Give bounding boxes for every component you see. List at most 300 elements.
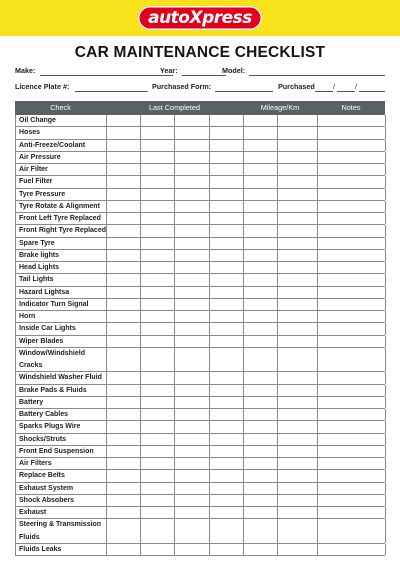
check-item-label: Shock Absobers [19, 496, 74, 504]
entry-cell[interactable] [244, 446, 278, 457]
entry-cell[interactable] [210, 238, 244, 249]
entry-cell[interactable] [244, 336, 278, 347]
entry-cell[interactable] [244, 287, 278, 298]
entry-cell[interactable] [244, 238, 278, 249]
entry-cell[interactable] [278, 544, 318, 555]
entry-cell[interactable] [141, 544, 175, 555]
entry-cell[interactable] [107, 140, 141, 151]
entry-cell[interactable] [210, 348, 244, 372]
entry-cell[interactable] [141, 446, 175, 457]
entry-cell[interactable] [141, 336, 175, 347]
entry-cell[interactable] [318, 225, 386, 236]
entry-cell[interactable] [210, 544, 244, 555]
entry-cell[interactable] [141, 495, 175, 506]
entry-cell[interactable] [244, 127, 278, 138]
entry-cell[interactable] [141, 152, 175, 163]
entry-cell[interactable] [175, 385, 210, 396]
entry-cell[interactable] [210, 225, 244, 236]
entry-cell[interactable] [141, 458, 175, 469]
entry-cell[interactable] [107, 127, 141, 138]
entry-cell[interactable] [244, 274, 278, 285]
entry-cell[interactable] [278, 446, 318, 457]
entry-cell[interactable] [244, 140, 278, 151]
entry-cell[interactable] [278, 287, 318, 298]
entry-cell[interactable] [175, 127, 210, 138]
entry-cell[interactable] [175, 274, 210, 285]
entry-cell[interactable] [107, 495, 141, 506]
entry-cell[interactable] [175, 311, 210, 322]
check-item-label: Hoses [19, 129, 41, 137]
vehicle-info-row [15, 66, 387, 78]
entry-cell[interactable] [318, 483, 386, 494]
table-row [16, 274, 385, 286]
entry-cell[interactable] [141, 409, 175, 420]
entry-cell[interactable] [107, 458, 141, 469]
entry-cell[interactable] [318, 115, 386, 126]
entry-cell[interactable] [107, 421, 141, 432]
entry-cell[interactable] [107, 213, 141, 224]
entry-cell[interactable] [318, 189, 386, 200]
entry-cell[interactable] [278, 434, 318, 445]
entry-cell[interactable] [107, 225, 141, 236]
entry-cell[interactable] [175, 544, 210, 555]
table-row [16, 311, 385, 323]
entry-cell[interactable] [318, 287, 386, 298]
entry-cell[interactable] [141, 470, 175, 481]
entry-cell[interactable] [318, 323, 386, 334]
entry-cell[interactable] [244, 152, 278, 163]
entry-cell[interactable] [278, 250, 318, 261]
entry-cell[interactable] [318, 213, 386, 224]
entry-cell[interactable] [175, 189, 210, 200]
entry-cell[interactable] [141, 323, 175, 334]
entry-cell[interactable] [318, 201, 386, 212]
table-row [16, 287, 385, 299]
entry-cell[interactable] [244, 164, 278, 175]
entry-cell[interactable] [175, 336, 210, 347]
entry-cell[interactable] [141, 274, 175, 285]
entry-cell[interactable] [141, 483, 175, 494]
year-field[interactable] [182, 75, 226, 76]
entry-cell[interactable] [141, 250, 175, 261]
column-header-last-completed: Last Completed [148, 103, 201, 112]
entry-cell[interactable] [278, 409, 318, 420]
entry-cell[interactable] [278, 483, 318, 494]
table-row [16, 140, 385, 152]
year-label: Year: [160, 66, 178, 75]
entry-cell[interactable] [244, 421, 278, 432]
entry-cell[interactable] [210, 152, 244, 163]
entry-cell[interactable] [318, 250, 386, 261]
entry-cell[interactable] [210, 164, 244, 175]
entry-cell[interactable] [175, 323, 210, 334]
entry-cell[interactable] [141, 434, 175, 445]
entry-cell[interactable] [278, 176, 318, 187]
entry-cell[interactable] [175, 446, 210, 457]
entry-cell[interactable] [141, 262, 175, 273]
entry-cell[interactable] [141, 299, 175, 310]
entry-cell[interactable] [210, 115, 244, 126]
entry-cell[interactable] [244, 323, 278, 334]
entry-cell[interactable] [175, 287, 210, 298]
entry-cell[interactable] [141, 519, 175, 543]
table-row [16, 397, 385, 409]
entry-cell[interactable] [107, 176, 141, 187]
entry-cell[interactable] [175, 164, 210, 175]
entry-cell[interactable] [318, 458, 386, 469]
entry-cell[interactable] [107, 507, 141, 518]
entry-cell[interactable] [318, 336, 386, 347]
entry-cell[interactable] [278, 164, 318, 175]
check-item-label: Battery [19, 398, 44, 406]
entry-cell[interactable] [210, 201, 244, 212]
entry-cell[interactable] [210, 483, 244, 494]
entry-cell[interactable] [210, 336, 244, 347]
entry-cell[interactable] [210, 372, 244, 383]
entry-cell[interactable] [278, 238, 318, 249]
entry-cell[interactable] [107, 201, 141, 212]
entry-cell[interactable] [278, 336, 318, 347]
entry-cell[interactable] [318, 519, 386, 543]
entry-cell[interactable] [278, 323, 318, 334]
model-field[interactable] [249, 75, 385, 76]
entry-cell[interactable] [210, 311, 244, 322]
entry-cell[interactable] [318, 409, 386, 420]
entry-cell[interactable] [141, 115, 175, 126]
entry-cell[interactable] [107, 274, 141, 285]
entry-cell[interactable] [244, 483, 278, 494]
entry-cell[interactable] [175, 397, 210, 408]
entry-cell[interactable] [244, 213, 278, 224]
entry-cell[interactable] [210, 434, 244, 445]
entry-cell[interactable] [175, 470, 210, 481]
entry-cell[interactable] [244, 262, 278, 273]
table-row [16, 470, 385, 482]
entry-cell[interactable] [210, 458, 244, 469]
entry-cell[interactable] [210, 213, 244, 224]
entry-cell[interactable] [244, 176, 278, 187]
entry-cell[interactable] [278, 115, 318, 126]
entry-cell[interactable] [210, 397, 244, 408]
column-header-mileage-km: Mileage/Km [260, 103, 300, 112]
page-title: CAR MAINTENANCE CHECKLIST [74, 44, 326, 61]
entry-cell[interactable] [107, 483, 141, 494]
entry-cell[interactable] [107, 446, 141, 457]
entry-cell[interactable] [141, 127, 175, 138]
table-row [16, 446, 385, 458]
check-item-label: Steering & Transmission [19, 521, 102, 529]
entry-cell[interactable] [244, 250, 278, 261]
entry-cell[interactable] [210, 323, 244, 334]
entry-cell[interactable] [278, 507, 318, 518]
check-item-label: Sparks Plugs Wire [19, 423, 81, 431]
check-item-label: Horn [19, 313, 36, 320]
entry-cell[interactable] [175, 238, 210, 249]
entry-cell[interactable] [175, 213, 210, 224]
entry-cell[interactable] [210, 519, 244, 543]
entry-cell[interactable] [318, 421, 386, 432]
entry-cell[interactable] [318, 127, 386, 138]
entry-cell[interactable] [244, 519, 278, 543]
entry-cell[interactable] [107, 385, 141, 396]
entry-cell[interactable] [244, 544, 278, 555]
entry-cell[interactable] [210, 262, 244, 273]
entry-cell[interactable] [141, 201, 175, 212]
check-item-label: Wiper Blades [19, 337, 64, 345]
purchased-form-field[interactable] [215, 91, 273, 92]
entry-cell[interactable] [244, 397, 278, 408]
entry-cell[interactable] [175, 140, 210, 151]
entry-cell[interactable] [175, 225, 210, 236]
table-row [16, 213, 385, 225]
entry-cell[interactable] [141, 372, 175, 383]
entry-cell[interactable] [141, 421, 175, 432]
entry-cell[interactable] [175, 421, 210, 432]
entry-cell[interactable] [107, 189, 141, 200]
entry-cell[interactable] [107, 299, 141, 310]
entry-cell[interactable] [107, 262, 141, 273]
autoxpress-logo [0, 0, 400, 36]
entry-cell[interactable] [210, 421, 244, 432]
table-row [16, 409, 385, 421]
purchased-year-field[interactable] [359, 91, 385, 92]
entry-cell[interactable] [278, 140, 318, 151]
entry-cell[interactable] [175, 201, 210, 212]
entry-cell[interactable] [107, 250, 141, 261]
entry-cell[interactable] [175, 250, 210, 261]
table-row [16, 127, 385, 139]
entry-cell[interactable] [107, 544, 141, 555]
entry-cell[interactable] [175, 348, 210, 372]
entry-cell[interactable] [141, 140, 175, 151]
entry-cell[interactable] [175, 372, 210, 383]
entry-cell[interactable] [318, 176, 386, 187]
entry-cell[interactable] [244, 115, 278, 126]
make-field[interactable] [40, 75, 173, 76]
entry-cell[interactable] [278, 213, 318, 224]
entry-cell[interactable] [210, 409, 244, 420]
entry-cell[interactable] [107, 287, 141, 298]
entry-cell[interactable] [210, 140, 244, 151]
entry-cell[interactable] [210, 176, 244, 187]
entry-cell[interactable] [278, 262, 318, 273]
entry-cell[interactable] [141, 311, 175, 322]
entry-cell[interactable] [141, 507, 175, 518]
entry-cell[interactable] [141, 176, 175, 187]
entry-cell[interactable] [175, 507, 210, 518]
entry-cell[interactable] [175, 458, 210, 469]
entry-cell[interactable] [210, 495, 244, 506]
entry-cell[interactable] [318, 299, 386, 310]
table-row [16, 250, 385, 262]
table-row [16, 495, 385, 507]
entry-cell[interactable] [244, 201, 278, 212]
entry-cell[interactable] [210, 385, 244, 396]
entry-cell[interactable] [175, 115, 210, 126]
entry-cell[interactable] [141, 238, 175, 249]
entry-cell[interactable] [107, 348, 141, 372]
check-item-label: Fluids Leaks [19, 545, 62, 553]
check-item-label: Spare Tyre [19, 239, 55, 247]
check-item-label: Battery Cables [19, 411, 69, 418]
entry-cell[interactable] [318, 372, 386, 383]
entry-cell[interactable] [318, 348, 386, 372]
check-item-label: Indicator Turn Signal [19, 300, 89, 308]
entry-cell[interactable] [210, 274, 244, 285]
entry-cell[interactable] [175, 519, 210, 543]
entry-cell[interactable] [244, 189, 278, 200]
entry-cell[interactable] [244, 495, 278, 506]
entry-cell[interactable] [318, 152, 386, 163]
entry-cell[interactable] [175, 409, 210, 420]
table-row [16, 262, 385, 274]
column-header-check: Check [50, 103, 71, 112]
purchased-label: Purchased [278, 82, 315, 91]
entry-cell[interactable] [107, 238, 141, 249]
entry-cell[interactable] [318, 274, 386, 285]
entry-cell[interactable] [107, 164, 141, 175]
check-item-label: Shocks/Struts [19, 435, 67, 443]
entry-cell[interactable] [318, 544, 386, 555]
entry-cell[interactable] [278, 495, 318, 506]
check-item-label: Air Filter [19, 166, 48, 173]
entry-cell[interactable] [141, 348, 175, 372]
check-item-label: Air Filters [19, 460, 52, 467]
entry-cell[interactable] [244, 409, 278, 420]
entry-cell[interactable] [278, 421, 318, 432]
entry-cell[interactable] [141, 225, 175, 236]
entry-cell[interactable] [278, 470, 318, 481]
entry-cell[interactable] [244, 507, 278, 518]
entry-cell[interactable] [107, 470, 141, 481]
entry-cell[interactable] [278, 201, 318, 212]
entry-cell[interactable] [175, 299, 210, 310]
entry-cell[interactable] [175, 152, 210, 163]
check-item-label: Tail Lights [19, 276, 54, 284]
entry-cell[interactable] [318, 262, 386, 273]
model-label: Model: [222, 66, 246, 75]
entry-cell[interactable] [107, 115, 141, 126]
licence-plate-field[interactable] [75, 91, 148, 92]
entry-cell[interactable] [210, 287, 244, 298]
entry-cell[interactable] [244, 372, 278, 383]
entry-cell[interactable] [278, 189, 318, 200]
entry-cell[interactable] [278, 519, 318, 543]
check-item-label: Replace Belts [19, 472, 65, 480]
entry-cell[interactable] [107, 519, 141, 543]
entry-cell[interactable] [210, 127, 244, 138]
table-row [16, 176, 385, 188]
entry-cell[interactable] [107, 311, 141, 322]
logo-wordmark: autoXpress [148, 7, 252, 28]
check-item-label: Tyre Pressure [19, 190, 66, 198]
entry-cell[interactable] [244, 299, 278, 310]
entry-cell[interactable] [107, 372, 141, 383]
entry-cell[interactable] [244, 434, 278, 445]
table-row [16, 152, 385, 164]
entry-cell[interactable] [175, 434, 210, 445]
entry-cell[interactable] [278, 152, 318, 163]
entry-cell[interactable] [278, 299, 318, 310]
entry-cell[interactable] [318, 507, 386, 518]
entry-cell[interactable] [141, 287, 175, 298]
entry-cell[interactable] [278, 274, 318, 285]
entry-cell[interactable] [278, 458, 318, 469]
entry-cell[interactable] [210, 470, 244, 481]
entry-cell[interactable] [278, 397, 318, 408]
entry-cell[interactable] [175, 176, 210, 187]
entry-cell[interactable] [244, 385, 278, 396]
entry-cell[interactable] [244, 225, 278, 236]
entry-cell[interactable] [210, 250, 244, 261]
entry-cell[interactable] [318, 495, 386, 506]
licence-plate-label: Licence Plate #: [15, 82, 70, 91]
entry-cell[interactable] [318, 385, 386, 396]
table-row [16, 483, 385, 495]
entry-cell[interactable] [175, 495, 210, 506]
entry-cell[interactable] [107, 336, 141, 347]
entry-cell[interactable] [210, 299, 244, 310]
entry-cell[interactable] [318, 140, 386, 151]
entry-cell[interactable] [141, 397, 175, 408]
entry-cell[interactable] [244, 470, 278, 481]
check-item-label: Air Pressure [19, 153, 61, 161]
entry-cell[interactable] [318, 434, 386, 445]
entry-cell[interactable] [107, 152, 141, 163]
purchased-month-field[interactable] [337, 91, 355, 92]
entry-cell[interactable] [244, 311, 278, 322]
table-row [16, 323, 385, 335]
entry-cell[interactable] [318, 164, 386, 175]
purchased-form-label: Purchased Form: [152, 82, 212, 91]
check-item-label: Brake lights [19, 251, 60, 259]
make-label: Make: [15, 66, 36, 75]
entry-cell[interactable] [175, 262, 210, 273]
entry-cell[interactable] [318, 238, 386, 249]
purchased-day-field[interactable] [315, 91, 333, 92]
entry-cell[interactable] [278, 348, 318, 372]
entry-cell[interactable] [210, 446, 244, 457]
entry-cell[interactable] [244, 458, 278, 469]
entry-cell[interactable] [318, 397, 386, 408]
date-separator: / [355, 82, 357, 91]
entry-cell[interactable] [210, 507, 244, 518]
entry-cell[interactable] [318, 311, 386, 322]
entry-cell[interactable] [278, 385, 318, 396]
table-body [15, 115, 385, 556]
entry-cell[interactable] [278, 372, 318, 383]
table-row [16, 189, 385, 201]
entry-cell[interactable] [244, 348, 278, 372]
entry-cell[interactable] [210, 189, 244, 200]
entry-cell[interactable] [278, 311, 318, 322]
entry-cell[interactable] [318, 470, 386, 481]
entry-cell[interactable] [318, 446, 386, 457]
entry-cell[interactable] [141, 385, 175, 396]
entry-cell[interactable] [141, 189, 175, 200]
entry-cell[interactable] [278, 127, 318, 138]
entry-cell[interactable] [107, 323, 141, 334]
entry-cell[interactable] [107, 409, 141, 420]
entry-cell[interactable] [175, 483, 210, 494]
check-item-label: Windshield Washer Fluid [19, 374, 102, 382]
table-row [16, 385, 385, 397]
entry-cell[interactable] [141, 213, 175, 224]
entry-cell[interactable] [107, 397, 141, 408]
entry-cell[interactable] [141, 164, 175, 175]
entry-cell[interactable] [107, 434, 141, 445]
entry-cell[interactable] [278, 225, 318, 236]
